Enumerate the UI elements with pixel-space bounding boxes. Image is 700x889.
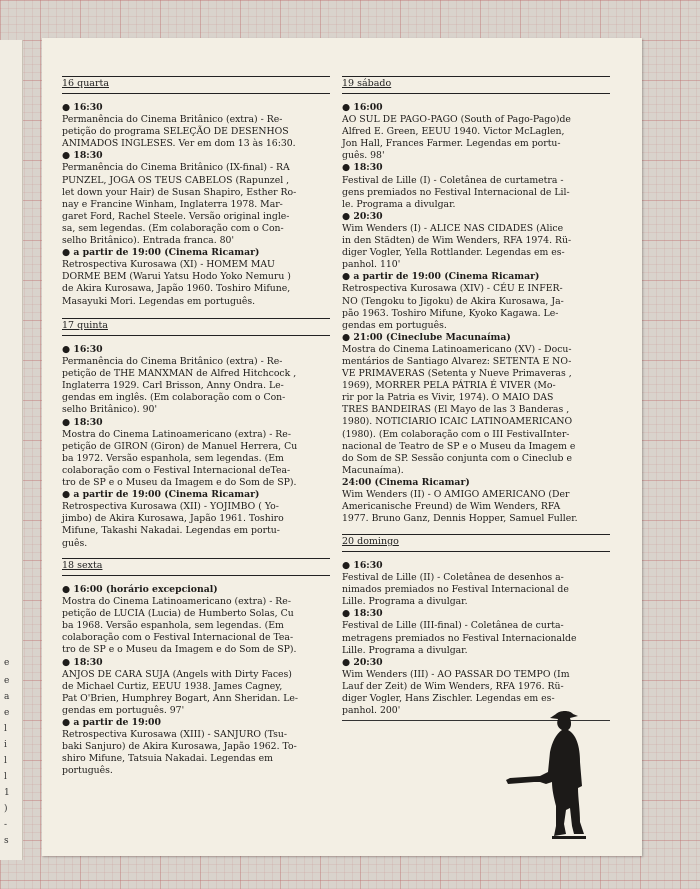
listing-line: do Som de SP. Sessão conjunta com o Cineclub e	[342, 452, 572, 464]
margin-char: 1	[4, 788, 10, 798]
listing-line: Retrospectiva Kurosawa (XIII) - SANJURO (Tsu-	[62, 729, 288, 741]
listing-line: sa, sem legendas. (Em colaboração com o Con-	[62, 222, 284, 234]
listing-line: petição de THE MANXMAN de Alfred Hitchcock ,	[62, 368, 297, 380]
listing-line: Alfred E. Green, EEUU 1940. Victor McLaglen,	[342, 126, 565, 138]
gunman-silhouette-icon	[500, 706, 600, 846]
listing-line: Lauf der Zeit) de Wim Wenders, RFA 1976. Rü-	[342, 680, 564, 692]
listing-line: DORME BEM (Warui Yatsu Hodo Yoko Nemuru )	[62, 271, 291, 283]
margin-char: l	[4, 724, 7, 734]
margin-char: e	[4, 676, 10, 686]
listing-line: tro de SP e o Museu da Imagem e do Som de SP).	[62, 477, 297, 489]
day-header-label: 16 quarta	[62, 78, 109, 89]
listing-line: VE PRIMAVERAS (Setenta y Nueve Primaveras ,	[342, 368, 572, 380]
listing-line: selho Britânico). Entrada franca. 80'	[62, 235, 235, 247]
listing-line: gens premiados no Festival Internacional de Lil-	[342, 186, 570, 198]
listing-line: Festival de Lille (I) - Coletânea de curtametra -	[342, 174, 564, 186]
listing-line: 24:00 (Cinema Ricamar)	[342, 476, 470, 488]
listing-line: ● a partir de 19:00 (Cinema Ricamar)	[342, 271, 540, 283]
listing-line: (1980). (Em colaboração com o III FestivalInter-	[342, 428, 570, 440]
listing-line: diger Vogler, Yella Rottlander. Legendas em es-	[342, 247, 565, 259]
listing-line: ● 18:30	[62, 656, 103, 668]
listing-line: Lille. Programa a divulgar.	[342, 644, 468, 656]
listing-line: Lille. Programa a divulgar.	[342, 596, 468, 608]
listing-line: Retrospectiva Kurosawa (XII) - YOJIMBO ( Yo-	[62, 501, 279, 513]
listing-line: Americanische Freund) de Wim Wenders, RFA	[342, 501, 561, 513]
day-header-17	[62, 318, 330, 336]
listing-line: Mifune, Takashi Nakadai. Legendas em portu-	[62, 525, 280, 537]
listing-line: petição de LUCIA (Lucia) de Humberto Solas, Cu	[62, 608, 294, 620]
listing-line: ● 18:30	[62, 416, 103, 428]
listing-line: shiro Mifune, Tatsuia Nakadai. Legendas em	[62, 753, 273, 765]
listing-line: ● 16:30	[62, 344, 103, 355]
day-16-listing	[62, 102, 330, 308]
listing-line: TRES BANDEIRAS (El Mayo de las 3 Banderas ,	[342, 404, 570, 416]
day-header-label: 20 domingo	[342, 536, 399, 547]
listing-line: Retrospectiva Kurosawa (XIV) - CÉU E INFER-	[342, 283, 563, 295]
listing-line: nacional de Teatro de SP e o Museu da Imagem e	[342, 440, 576, 452]
margin-char: i	[4, 740, 7, 750]
listing-line: gendas em inglês. (Em colaboração com o Con-	[62, 392, 286, 404]
listing-line: Macunaíma).	[342, 464, 404, 476]
listing-line: AO SUL DE PAGO-PAGO (South of Pago-Pago)de	[342, 114, 571, 126]
listing-line: NO (Tengoku to Jigoku) de Akira Kurosawa, Ja-	[342, 295, 564, 307]
listing-line: ANJOS DE CARA SUJA (Angels with Dirty Faces)	[62, 668, 292, 680]
margin-char: e	[4, 708, 10, 718]
listing-line: Festival de Lille (III-final) - Coletânea de curta-	[342, 620, 564, 632]
day-17-listing	[62, 344, 330, 550]
listing-line: colaboração com o Festival Internacional de Tea-	[62, 632, 294, 644]
margin-char: a	[4, 692, 10, 702]
listing-line: ● 16:00 (horário excepcional)	[62, 584, 218, 595]
listing-line: Mostra do Cinema Latinoamericano (XV) - Docu-	[342, 343, 572, 355]
day-20-listing	[342, 560, 610, 717]
listing-line: Permanência do Cinema Britânico (extra) - Re-	[62, 114, 283, 126]
listing-line: Mostra do Cinema Latinoamericano (extra) - Re-	[62, 596, 291, 608]
margin-char: l	[4, 756, 7, 766]
day-header-label: 17 quinta	[62, 320, 108, 331]
listing-line: jimbo) de Akira Kurosawa, Japão 1961. Toshiro	[62, 513, 284, 525]
listing-line: ● 18:30	[342, 162, 383, 174]
margin-char: s	[4, 836, 9, 846]
listing-line: rir por la Patria es Vivir, 1974). O MAIO DAS	[342, 392, 554, 404]
listing-line: 1980). NOTICIARIO ICAIC LATINOAMERICANO	[342, 416, 573, 428]
listing-line: panhol. 200'	[342, 705, 401, 717]
listing-line: let down your Hair) de Susan Shapiro, Esther Ro-	[62, 186, 297, 198]
listing-line: Wim Wenders (III) - AO PASSAR DO TEMPO (Im	[342, 668, 570, 680]
day-header-19	[342, 76, 610, 94]
adjacent-page-strip	[0, 40, 23, 860]
listing-line: garet Ford, Rachel Steele. Versão original ingle-	[62, 210, 290, 222]
listing-line: ● 20:30	[342, 210, 383, 222]
listing-line: Mostra do Cinema Latinoamericano (extra) - Re-	[62, 428, 291, 440]
listing-line: Pat O'Brien, Humphrey Bogart, Ann Sheridan. Le-	[62, 692, 299, 704]
listing-line: petição de GIRON (Giron) de Manuel Herrera, Cu	[62, 440, 298, 452]
listing-line: ● 21:00 (Cineclube Macunaíma)	[342, 331, 511, 343]
listing-line: ● 16:30	[62, 102, 103, 113]
day-19-listing	[342, 102, 610, 525]
listing-line: ● 16:30	[342, 560, 383, 571]
listing-line: PUNZEL, JOGA OS TEUS CABELOS (Rapunzel ,	[62, 174, 290, 186]
listing-line: in den Städten) de Wim Wenders, RFA 1974. Rü-	[342, 235, 572, 247]
listing-line: ba 1972. Versão espanhola, sem legendas. (Em	[62, 452, 284, 464]
day-header-18	[62, 558, 330, 576]
listing-line: Festival de Lille (II) - Coletânea de desenhos a-	[342, 572, 564, 584]
listing-line: guês. 98'	[342, 150, 385, 162]
listing-line: de Michael Curtiz, EEUU 1938. James Cagney,	[62, 680, 283, 692]
listing-line: le. Programa a divulgar.	[342, 198, 456, 210]
listing-line: Permanência do Cinema Britânico (IX-final) - RA	[62, 162, 290, 174]
listing-line: ● a partir de 19:00 (Cinema Ricamar)	[62, 247, 260, 259]
listing-line: panhol. 110'	[342, 259, 401, 271]
listing-line: nimados premiados no Festival Internacional de	[342, 584, 569, 596]
listing-line: diger Vogler, Hans Zischler. Legendas em es-	[342, 693, 555, 705]
margin-char: e	[4, 658, 10, 668]
listing-line: guês.	[62, 537, 88, 549]
day-header-16	[62, 76, 330, 94]
day-header-label: 18 sexta	[62, 560, 103, 571]
margin-char: -	[4, 820, 8, 830]
listing-line: Inglaterra 1929. Carl Brisson, Anny Ondra. Le-	[62, 380, 284, 392]
listing-line: Wim Wenders (II) - O AMIGO AMERICANO (Der	[342, 489, 570, 500]
listing-line: tro de SP e o Museu da Imagem e do Som de SP).	[62, 644, 297, 656]
listing-line: ● 20:30	[342, 656, 383, 668]
margin-char: l	[4, 772, 7, 782]
listing-line: ● a partir de 19:00	[62, 717, 161, 729]
listing-line: mentários de Santiago Alvarez: SETENTA E NO-	[342, 355, 572, 367]
listing-line: Retrospectiva Kurosawa (XI) - HOMEM MAU	[62, 259, 275, 271]
listing-line: petição do programa SELEÇÃO DE DESENHOS	[62, 126, 289, 138]
listing-line: baki Sanjuro) de Akira Kurosawa, Japão 1962. To-	[62, 741, 297, 753]
listing-line: Masayuki Mori. Legendas em português.	[62, 295, 256, 307]
listing-line: gendas em português. 97'	[62, 704, 185, 716]
listing-line: pão 1963. Toshiro Mifune, Kyoko Kagawa. Le-	[342, 307, 559, 319]
listing-line: 1977. Bruno Ganz, Dennis Hopper, Samuel Fuller.	[342, 513, 578, 525]
listing-line: 1969), MORRER PELA PÁTRIA É VIVER (Mo-	[342, 380, 556, 392]
day-header-20	[342, 534, 610, 552]
day-18-listing	[62, 584, 330, 778]
program-sheet	[42, 38, 642, 856]
margin-char: )	[4, 804, 8, 814]
listing-line: português.	[62, 765, 113, 777]
listing-line: gendas em português.	[342, 319, 447, 331]
listing-line: ba 1968. Versão espanhola, sem legendas. (Em	[62, 620, 284, 632]
listing-line: Jon Hall, Frances Farmer. Legendas em portu-	[342, 138, 561, 150]
listing-line: metragens premiados no Festival Internacionalde	[342, 632, 577, 644]
listing-line: Permanência do Cinema Britânico (extra) - Re-	[62, 356, 283, 368]
day-header-label: 19 sábado	[342, 78, 392, 89]
listing-line: ANIMADOS INGLESES. Ver em dom 13 às 16:30.	[62, 138, 296, 150]
listing-line: ● 18:30	[62, 150, 103, 162]
listing-line: ● a partir de 19:00 (Cinema Ricamar)	[62, 489, 260, 501]
listing-line: Wim Wenders (I) - ALICE NAS CIDADES (Alice	[342, 222, 564, 234]
listing-line: nay e Francine Winham, Inglaterra 1978. Mar-	[62, 198, 283, 210]
listing-line: ● 18:30	[342, 608, 383, 620]
listing-line: de Akira Kurosawa, Japão 1960. Toshiro Mifune,	[62, 283, 291, 295]
listing-line: colaboração com o Festival Internacional deTea-	[62, 464, 291, 476]
listing-line: ● 16:00	[342, 102, 383, 113]
listing-line: selho Britânico). 90'	[62, 404, 158, 416]
